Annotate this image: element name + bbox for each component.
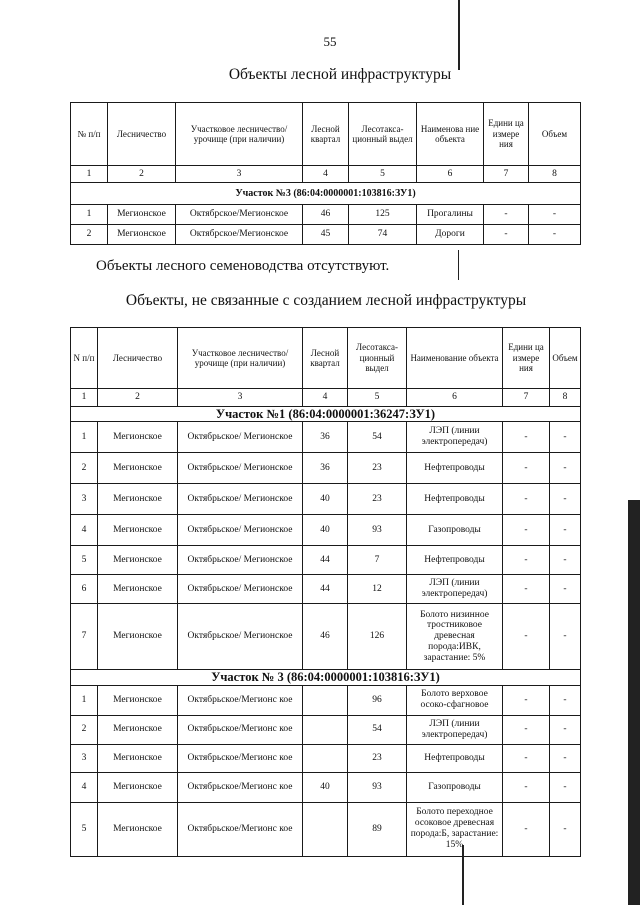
col-number: 1 [71,389,98,407]
non-infrastructure-table [70,327,581,857]
table-header-row [71,103,581,166]
table-cell: 126 [348,604,407,670]
table-cell: 44 [303,575,348,604]
table-cell: - [550,484,581,515]
group-title: Участок № 3 (86:04:0000001:103816:ЗУ1) [71,670,581,685]
table-cell: - [503,575,550,604]
table-row [71,715,581,744]
header-cell: Едини ца измере ния [484,103,529,166]
table-cell: 5 [71,546,98,575]
table-cell: 40 [303,515,348,546]
table-cell: - [550,715,581,744]
table-cell: Нефтепроводы [407,453,503,484]
table-cell: - [550,422,581,453]
group2-body [71,685,581,856]
table-cell: Октябрское/Мегионское [176,205,303,225]
table-cell: Мегионское [98,422,178,453]
header-cell: № п/п [71,103,108,166]
header-cell: Лесотакса-ционный выдел [348,328,407,389]
table-cell: Октябрьское/Мегионс кое [178,772,303,802]
col-number: 6 [417,166,484,183]
table-cell: ЛЭП (линии электропередач) [407,575,503,604]
table-cell: Газопроводы [407,515,503,546]
table-cell: Дороги [417,225,484,245]
table-cell: - [503,484,550,515]
header-cell: Лесничество [98,328,178,389]
table-cell: 74 [349,225,417,245]
table-cell: Мегионское [98,575,178,604]
table-cell: - [503,546,550,575]
table-cell: 40 [303,772,348,802]
table-cell: - [529,225,581,245]
col-number: 8 [529,166,581,183]
table-cell: - [550,802,581,856]
table-cell: 23 [348,744,407,772]
group-row [71,183,581,205]
table-cell: - [503,515,550,546]
table-cell: - [503,715,550,744]
table-cell: 125 [349,205,417,225]
table-cell: 44 [303,546,348,575]
table-cell: - [503,604,550,670]
table-cell: 7 [71,604,98,670]
table-cell: Нефтепроводы [407,546,503,575]
infrastructure-table [70,102,581,245]
table-cell: 23 [348,453,407,484]
header-cell: Участковое лесничество/урочище (при наличии) [176,103,303,166]
table-cell: Прогалины [417,205,484,225]
seed-note: Объекты лесного семеноводства отсутствуют. [96,258,390,274]
table-cell: 3 [71,744,98,772]
header-cell: Лесничество [108,103,176,166]
table-cell: - [503,802,550,856]
table-row [71,744,581,772]
table-cell: 6 [71,575,98,604]
table-cell: 96 [348,685,407,715]
table-cell: - [550,604,581,670]
table-cell: Мегионское [98,453,178,484]
header-cell: Участковое лесничество/урочище (при наличии) [178,328,303,389]
table-cell: 46 [303,205,349,225]
group-row [71,670,581,685]
table-cell: Газопроводы [407,772,503,802]
table-cell: 3 [71,484,98,515]
header-cell: Лесотакса-ционный выдел [349,103,417,166]
table-cell: Мегионское [98,515,178,546]
table-cell: Октябрьское/ Мегионское [178,575,303,604]
table-cell [303,802,348,856]
table-cell: Болото низинное тростниковое древесная порода:ИВК, зарастание: 5% [407,604,503,670]
table-cell: - [550,575,581,604]
table-cell: 4 [71,515,98,546]
col-number: 3 [176,166,303,183]
table-cell: - [550,546,581,575]
table-row [71,453,581,484]
col-number: 7 [484,166,529,183]
table-row [71,484,581,515]
table-cell: 2 [71,453,98,484]
header-cell: Наименование объекта [407,328,503,389]
table-cell: Октябрьское/ Мегионское [178,515,303,546]
col-number: 7 [503,389,550,407]
table-cell: Мегионское [98,604,178,670]
table-cell: Октябрьское/ Мегионское [178,546,303,575]
col-number: 8 [550,389,581,407]
table-row [71,604,581,670]
table-row [71,422,581,453]
table-cell: Нефтепроводы [407,484,503,515]
table-cell: 7 [348,546,407,575]
col-number: 3 [178,389,303,407]
table-cell: Мегионское [98,715,178,744]
table-cell: Октябрьское/Мегионс кое [178,744,303,772]
table-cell: - [484,225,529,245]
header-cell: Лесной квартал [303,103,349,166]
group-title: Участок №1 (86:04:0000001:36247:ЗУ1) [71,407,581,422]
table-cell: Нефтепроводы [407,744,503,772]
col-number: 5 [348,389,407,407]
group-row [71,407,581,422]
table-cell: ЛЭП (линии электропередач) [407,715,503,744]
table-cell: 54 [348,422,407,453]
table-row [71,802,581,856]
table-cell: - [550,515,581,546]
table-cell: Мегионское [108,205,176,225]
table-cell: 4 [71,772,98,802]
column-number-row [71,166,581,183]
table-cell: Мегионское [108,225,176,245]
table-cell: 36 [303,422,348,453]
table-cell: Октябрское/Мегионское [176,225,303,245]
header-cell: N п/п [71,328,98,389]
scan-line-mid [458,250,459,280]
table-cell: - [529,205,581,225]
table-cell: - [550,453,581,484]
table-cell: 1 [71,422,98,453]
col-number: 2 [108,166,176,183]
section1-title: Объекты лесной инфраструктуры [228,66,452,83]
table-cell: 40 [303,484,348,515]
table-cell: Мегионское [98,484,178,515]
table-cell: Октябрьское/ Мегионское [178,453,303,484]
table-cell: Мегионское [98,744,178,772]
table-cell: 5 [71,802,98,856]
table-cell: - [484,205,529,225]
table-cell: Октябрьское/Мегионс кое [178,802,303,856]
header-cell: Лесной квартал [303,328,348,389]
col-number: 4 [303,166,349,183]
table-cell: 2 [71,715,98,744]
table-cell: Октябрьское/ Мегионское [178,604,303,670]
table-cell: - [550,685,581,715]
table-cell [303,685,348,715]
col-number: 5 [349,166,417,183]
page-number: 55 [323,34,337,49]
table-cell: 23 [348,484,407,515]
table-row [71,205,581,225]
table-cell: Болото верховое осоко-сфагновое [407,685,503,715]
table-cell: - [503,685,550,715]
group1-body [71,422,581,670]
table-cell: 54 [348,715,407,744]
table-cell: Болото переходное осоковое древесная порода:Б, зарастание: 15% [407,802,503,856]
table-cell: Мегионское [98,546,178,575]
table-cell: 93 [348,515,407,546]
table-cell: ЛЭП (линии электропередач) [407,422,503,453]
table-row [71,575,581,604]
scan-line-top [458,0,460,70]
table-cell [303,715,348,744]
table-cell [303,744,348,772]
col-number: 4 [303,389,348,407]
table-cell: 1 [71,205,108,225]
table-cell: 93 [348,772,407,802]
table-cell: Октябрьское/Мегионс кое [178,685,303,715]
col-number: 2 [98,389,178,407]
table-cell: Мегионское [98,772,178,802]
table-cell: 46 [303,604,348,670]
table-cell: - [503,453,550,484]
table-row [71,515,581,546]
group-title: Участок №3 (86:04:0000001:103816:ЗУ1) [71,183,581,205]
header-cell: Наименова ние объекта [417,103,484,166]
table-header-row [71,328,581,389]
header-cell: Объем [550,328,581,389]
section2-title: Объекты, не связанные с созданием лесной инфраструктуры [125,292,527,309]
table-cell: Мегионское [98,685,178,715]
table-cell: 12 [348,575,407,604]
table-cell: 1 [71,685,98,715]
scan-edge-right [628,500,640,905]
header-cell: Объем [529,103,581,166]
table-cell: - [550,772,581,802]
table-row [71,546,581,575]
table-row [71,225,581,245]
table-cell: Октябрьское/ Мегионское [178,422,303,453]
table-cell: - [503,772,550,802]
col-number: 6 [407,389,503,407]
header-cell: Едини ца измере ния [503,328,550,389]
col-number: 1 [71,166,108,183]
table-cell: 89 [348,802,407,856]
table-row [71,772,581,802]
table-cell: Мегионское [98,802,178,856]
table-cell: Октябрьское/ Мегионское [178,484,303,515]
column-number-row [71,389,581,407]
table-cell: 45 [303,225,349,245]
table-cell: Октябрьское/Мегионс кое [178,715,303,744]
table-cell: 2 [71,225,108,245]
table-cell: - [503,422,550,453]
table-cell: - [503,744,550,772]
table-cell: 36 [303,453,348,484]
table-row [71,685,581,715]
table-cell: - [550,744,581,772]
